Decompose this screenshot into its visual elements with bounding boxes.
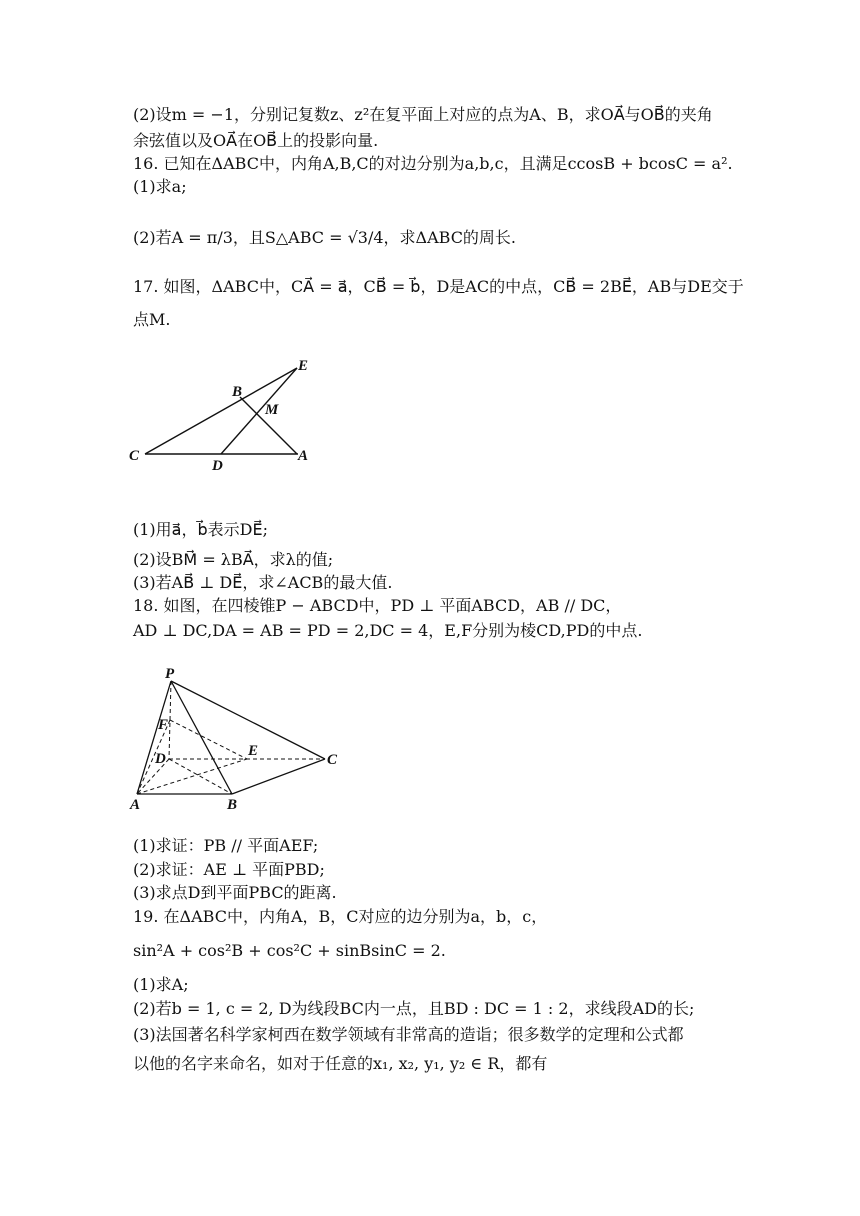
point-label-d: D xyxy=(212,458,223,474)
point-label-a: A xyxy=(130,797,141,813)
text-line: (3)若AB⃗ ⊥ DE⃗，求∠ACB的最大值. xyxy=(133,573,393,592)
point-label-a: A xyxy=(298,448,309,464)
text-line: 点M. xyxy=(133,310,171,329)
text-line: sin²A + cos²B + cos²C + sinBsinC = 2. xyxy=(133,941,446,960)
point-label-m: M xyxy=(265,402,279,418)
text-line: (2)求证：AE ⊥ 平面PBD; xyxy=(133,860,325,879)
text-line: (1)求证：PB // 平面AEF; xyxy=(133,836,319,855)
problem-18-stem: 18. 如图，在四棱锥P − ABCD中，PD ⊥ 平面ABCD，AB // DC， xyxy=(133,596,622,615)
point-label-e: E xyxy=(248,743,259,759)
text-line: (1)用a⃗，b⃗表示DE⃗; xyxy=(133,520,268,539)
text-line: (2)设BM⃗ = λBA⃗，求λ的值; xyxy=(133,550,334,569)
text-line: (2)若b = 1, c = 2, D为线段BC内一点，且BD : DC = 1 : 2，求线段AD的长; xyxy=(133,999,695,1018)
point-label-e: E xyxy=(298,358,309,374)
point-label-b: B xyxy=(227,797,238,813)
problem-19-stem: 19. 在ΔABC中，内角A，B，C对应的边分别为a，b，c， xyxy=(133,907,548,926)
text-line: 余弦值以及OA⃗在OB⃗上的投影向量. xyxy=(133,131,379,150)
problem-17-stem: 17. 如图，ΔABC中，CA⃗ = a⃗，CB⃗ = b⃗，D是AC的中点，CB⃗ = 2BE⃗，AB与DE交于 xyxy=(133,277,744,296)
triangle-figure-17 xyxy=(120,350,320,475)
segment-fe-hidden xyxy=(170,720,247,759)
pyramid-figure-18 xyxy=(125,663,350,813)
edge-pa xyxy=(137,681,171,794)
text-line: (2)若A = π/3，且S△ABC = √3/4，求ΔABC的周长. xyxy=(133,228,517,247)
point-label-p: P xyxy=(165,666,175,682)
point-label-b: B xyxy=(232,384,243,400)
text-line: (3)法国著名科学家柯西在数学领域有非常高的造诣；很多数学的定理和公式都 xyxy=(133,1025,684,1044)
point-label-f: F xyxy=(158,717,169,733)
text-line: (1)求A; xyxy=(133,975,189,994)
text-line: 以他的名字来命名，如对于任意的x₁, x₂, y₁, y₂ ∈ R，都有 xyxy=(133,1054,548,1073)
segment-de xyxy=(221,368,297,454)
point-label-d: D xyxy=(155,751,166,767)
text-line: (3)求点D到平面PBC的距离. xyxy=(133,883,337,902)
text-line: (1)求a; xyxy=(133,177,187,196)
edge-bc xyxy=(232,759,325,794)
problem-16-stem: 16. 已知在ΔABC中，内角A,B,C的对边分别为a,b,c，且满足ccosB + bcosC = a². xyxy=(133,154,733,173)
point-label-c: C xyxy=(129,448,140,464)
text-line: (2)设m = −1，分别记复数z、z²在复平面上对应的点为A、B，求OA⃗与OB⃗的夹角 xyxy=(133,105,713,124)
point-label-c: C xyxy=(327,752,338,768)
text-line: AD ⊥ DC,DA = AB = PD = 2,DC = 4，E,F分别为棱CD,PD的中点. xyxy=(133,621,643,640)
